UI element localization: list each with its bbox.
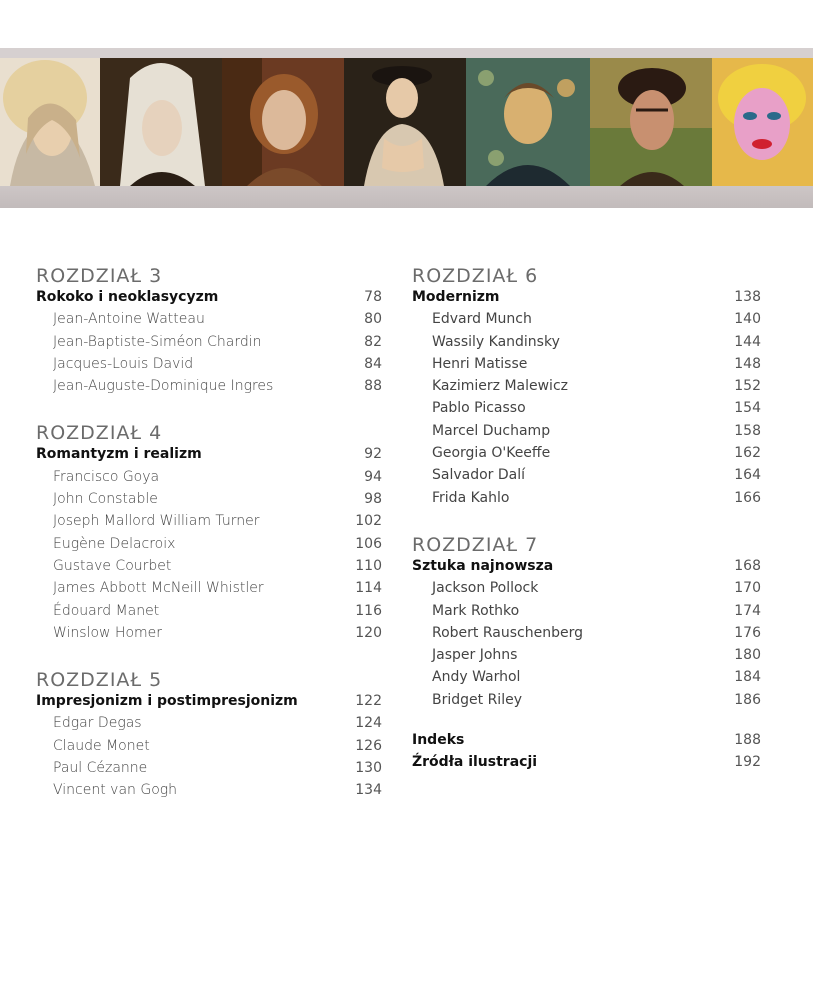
page-number: 148 [734, 355, 761, 372]
entry-title: Marcel Duchamp [432, 422, 551, 439]
page-number: 130 [355, 760, 382, 777]
entry-title: Claude Monet [53, 737, 150, 754]
page-number: 144 [734, 333, 761, 350]
toc-section[interactable] [412, 555, 761, 577]
section-title: Impresjonizm i postimpresjonizm [36, 693, 298, 710]
entry-title: Édouard Manet [53, 602, 160, 619]
toc-entry[interactable] [36, 712, 382, 734]
entry-title: John Constable [53, 491, 158, 508]
portrait-banner [0, 58, 813, 186]
entry-title: Joseph Mallord William Turner [53, 513, 260, 530]
entry-title: Georgia O'Keeffe [432, 445, 551, 462]
page-number: 180 [734, 647, 761, 664]
entry-title: Kazimierz Malewicz [432, 378, 568, 395]
page-number: 192 [734, 754, 761, 771]
page-number: 120 [355, 624, 382, 641]
chapter-heading: ROZDZIAŁ 6 [412, 265, 539, 287]
page-number: 186 [734, 691, 761, 708]
toc-entry[interactable] [412, 666, 761, 688]
entry-title: Henri Matisse [432, 355, 528, 372]
page-number: 184 [734, 669, 761, 686]
page-number: 98 [364, 491, 382, 508]
toc-entry[interactable] [36, 466, 382, 488]
portrait-leonardo-ginevra [222, 58, 344, 186]
section-title: Indeks [412, 732, 465, 749]
page-number: 84 [364, 355, 382, 372]
portrait-van-der-weyden-lady [100, 58, 222, 186]
toc-entry[interactable] [36, 533, 382, 555]
page-number: 166 [734, 489, 761, 506]
toc-entry[interactable] [36, 331, 382, 353]
entry-title: James Abbott McNeill Whistler [53, 580, 264, 597]
toc-section[interactable] [36, 690, 382, 712]
portrait-fra-angelico-madonna [0, 58, 100, 186]
chapter-heading: ROZDZIAŁ 7 [412, 533, 539, 556]
section-title: Źródła ilustracji [412, 754, 538, 771]
chapter-heading: ROZDZIAŁ 4 [36, 422, 163, 445]
entry-title: Pablo Picasso [432, 400, 526, 417]
toc-right-column [412, 266, 761, 774]
page-number: 174 [734, 602, 761, 619]
toc-section[interactable] [412, 286, 761, 308]
entry-title: Frida Kahlo [432, 489, 510, 506]
toc-left-column [36, 266, 382, 802]
section-title: Rokoko i neoklasycyzm [36, 289, 219, 305]
page-number: 162 [734, 445, 761, 462]
page-number: 106 [355, 535, 382, 552]
entry-title: Winslow Homer [53, 624, 163, 641]
banner-top-strip [0, 48, 813, 58]
entry-title: Paul Cézanne [53, 760, 148, 777]
entry-title: Jacques-Louis David [53, 355, 194, 372]
portrait-kahlo-self-portrait [590, 58, 712, 186]
toc-entry[interactable] [412, 308, 761, 330]
portrait-rubens-helena [344, 58, 466, 186]
page-number: 164 [734, 467, 761, 484]
page-number: 176 [734, 624, 761, 641]
page-number: 82 [364, 333, 382, 350]
toc-entry[interactable] [36, 375, 382, 397]
page-number: 188 [734, 732, 761, 749]
toc-entry[interactable] [412, 487, 761, 509]
page-number: 122 [355, 693, 382, 710]
page-number: 154 [734, 400, 761, 417]
page-number: 80 [364, 311, 382, 328]
toc-entry[interactable] [412, 331, 761, 353]
toc-entry[interactable] [36, 757, 382, 779]
entry-title: Edgar Degas [53, 715, 142, 732]
toc-entry[interactable] [36, 735, 382, 757]
page-number: 134 [355, 782, 382, 799]
entry-title: Francisco Goya [53, 468, 160, 485]
entry-title: Jasper Johns [432, 647, 518, 664]
chapter-heading: ROZDZIAŁ 5 [36, 669, 163, 692]
toc-section[interactable] [36, 286, 382, 308]
page-number: 168 [734, 557, 761, 574]
entry-title: Edvard Munch [432, 311, 532, 328]
portrait-van-gogh-roulin [466, 58, 590, 186]
entry-title: Jackson Pollock [432, 580, 539, 597]
entry-title: Jean-Auguste-Dominique Ingres [53, 378, 274, 395]
page-number: 170 [734, 580, 761, 597]
toc-entry[interactable] [36, 555, 382, 577]
page-number: 124 [355, 715, 382, 732]
section-title: Sztuka najnowsza [412, 557, 554, 574]
toc-entry[interactable] [412, 644, 761, 666]
page-number: 140 [734, 311, 761, 328]
portrait-warhol-marilyn [712, 58, 813, 186]
page-number: 92 [364, 446, 382, 463]
entry-title: Jean-Antoine Watteau [53, 311, 205, 328]
page-number: 78 [364, 289, 382, 305]
toc-index[interactable] [412, 729, 761, 751]
toc-entry[interactable] [412, 622, 761, 644]
toc-entry[interactable] [412, 397, 761, 419]
entry-title: Jean-Baptiste-Siméon Chardin [53, 333, 262, 350]
toc-entry[interactable] [36, 600, 382, 622]
entry-title: Salvador Dalí [432, 467, 526, 484]
toc-entry[interactable] [36, 308, 382, 330]
toc-entry[interactable] [412, 442, 761, 464]
toc-entry[interactable] [412, 689, 761, 711]
page-number: 158 [734, 422, 761, 439]
toc-entry[interactable] [36, 622, 382, 644]
toc-section[interactable] [36, 443, 382, 465]
toc-credits[interactable] [412, 751, 761, 773]
page-number: 102 [355, 513, 382, 530]
page-number: 152 [734, 378, 761, 395]
page-number: 126 [355, 737, 382, 754]
chapter-heading: ROZDZIAŁ 3 [36, 265, 163, 287]
toc-entry[interactable] [412, 600, 761, 622]
page-number: 110 [355, 557, 382, 574]
entry-title: Eugène Delacroix [53, 535, 176, 552]
entry-title: Gustave Courbet [53, 557, 172, 574]
page-number: 138 [734, 289, 761, 305]
toc-entry[interactable] [412, 353, 761, 375]
toc-entry[interactable] [36, 510, 382, 532]
toc-entry[interactable] [412, 464, 761, 486]
toc-entry[interactable] [412, 420, 761, 442]
page-number: 114 [355, 580, 382, 597]
entry-title: Wassily Kandinsky [432, 333, 560, 350]
banner-bottom-strip [0, 186, 813, 208]
entry-title: Mark Rothko [432, 602, 520, 619]
toc-entry[interactable] [36, 779, 382, 801]
page-number: 88 [364, 378, 382, 395]
entry-title: Vincent van Gogh [53, 782, 178, 799]
toc-entry[interactable] [412, 375, 761, 397]
section-title: Modernizm [412, 289, 500, 305]
entry-title: Bridget Riley [432, 691, 522, 708]
toc-entry[interactable] [36, 353, 382, 375]
page-number: 116 [355, 602, 382, 619]
entry-title: Robert Rauschenberg [432, 624, 583, 641]
toc-entry[interactable] [36, 488, 382, 510]
entry-title: Andy Warhol [432, 669, 521, 686]
toc-entry[interactable] [36, 577, 382, 599]
toc-entry[interactable] [412, 577, 761, 599]
page-number: 94 [364, 468, 382, 485]
section-title: Romantyzm i realizm [36, 446, 202, 463]
